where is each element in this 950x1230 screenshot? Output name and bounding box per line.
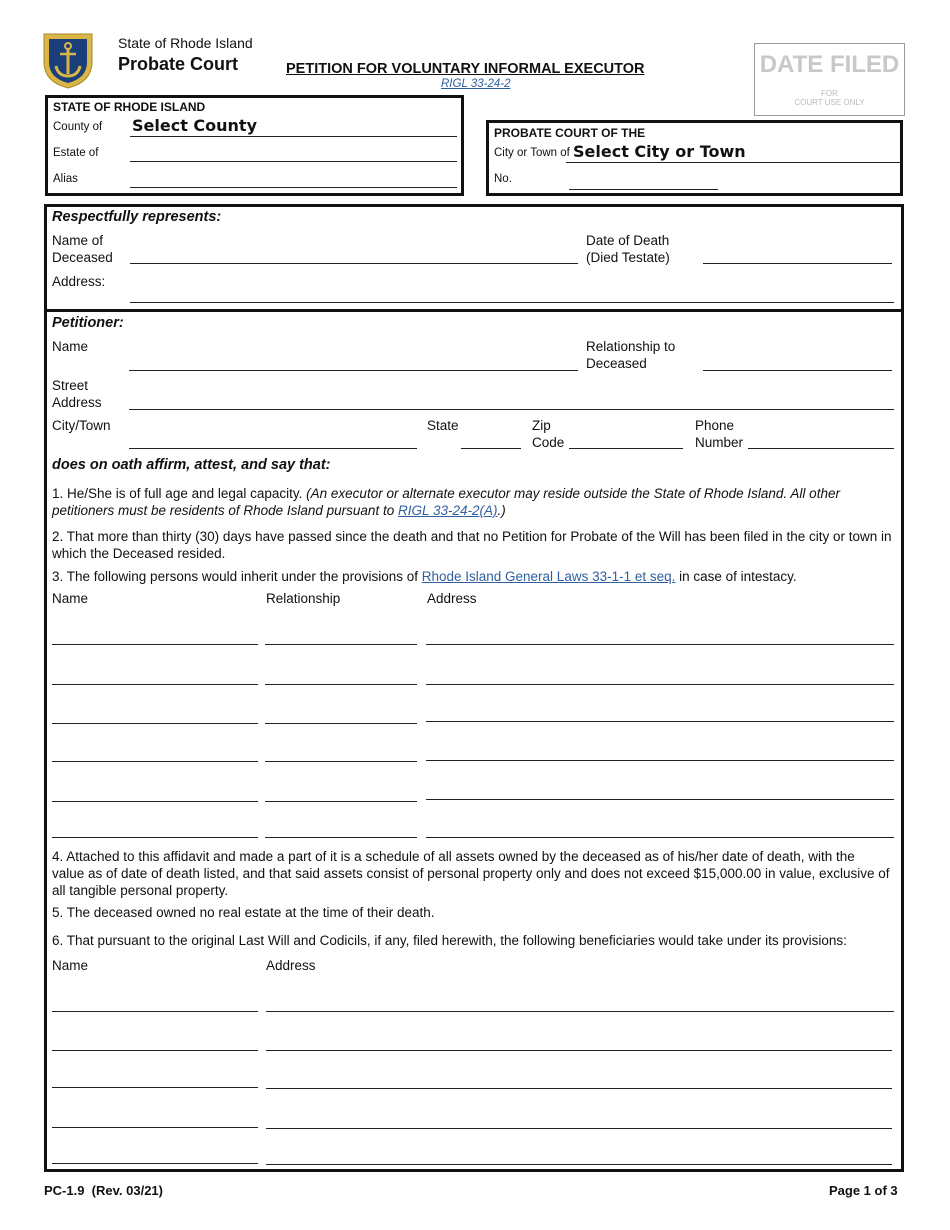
heir-name-field[interactable] bbox=[52, 684, 258, 685]
zip-field[interactable] bbox=[569, 448, 683, 449]
case-no-line bbox=[569, 189, 718, 190]
statute-link[interactable]: RIGL 33-24-2 bbox=[441, 78, 511, 90]
state-label: State bbox=[427, 418, 459, 433]
paragraph-5: 5. The deceased owned no real estate at the time of their death. bbox=[52, 905, 435, 920]
heir-relationship-field[interactable] bbox=[265, 723, 417, 724]
deceased-name-field[interactable] bbox=[130, 263, 578, 264]
beneficiary-address-field[interactable] bbox=[266, 1088, 892, 1089]
date-filed-box bbox=[754, 43, 905, 116]
estate-line bbox=[130, 161, 457, 162]
heir-address-field[interactable] bbox=[426, 760, 894, 761]
beneficiary-name-field[interactable] bbox=[52, 1127, 258, 1128]
alias-field[interactable] bbox=[132, 169, 457, 187]
heir-name-field[interactable] bbox=[52, 801, 258, 802]
heirs-col-address: Address bbox=[427, 591, 477, 606]
heir-name-field[interactable] bbox=[52, 644, 258, 645]
page-number: Page 1 of 3 bbox=[829, 1183, 898, 1198]
paragraph-3-text: 3. The following persons would inherit under the provisions of bbox=[52, 569, 422, 584]
oath-heading: does on oath affirm, attest, and say that: bbox=[52, 457, 331, 473]
paragraph-1-note: (An executor or alternate executor may reside outside the State of Rhode Island. All other petitioners must be residents of Rhode Island pursuant to bbox=[52, 486, 840, 518]
case-no-field[interactable] bbox=[571, 171, 718, 189]
city-field[interactable] bbox=[129, 448, 417, 449]
city-town-select[interactable]: Select City or Town bbox=[573, 142, 746, 161]
beneficiary-name-field[interactable] bbox=[52, 1050, 258, 1051]
zip-label-1: Zip bbox=[532, 418, 551, 433]
heir-relationship-field[interactable] bbox=[265, 644, 417, 645]
paragraph-4: 4. Attached to this affidavit and made a part of it is a schedule of all assets owned by the deceased as of his/her date of death, with the value as of date of death listed, and that said assets consist of personal property only and does not exceed $15,000.00 in value, exclusive of all tangible personal property. bbox=[52, 849, 890, 898]
heir-relationship-field[interactable] bbox=[265, 837, 417, 838]
beneficiary-address-field[interactable] bbox=[266, 1128, 892, 1129]
heir-address-field[interactable] bbox=[426, 837, 894, 838]
relationship-label-1: Relationship to bbox=[586, 339, 676, 354]
paragraph-1 bbox=[52, 485, 897, 519]
petitioner-heading: Petitioner: bbox=[52, 315, 124, 331]
heir-address-field[interactable] bbox=[426, 721, 894, 722]
street-label-1: Street bbox=[52, 378, 89, 393]
probate-court-heading: PROBATE COURT OF THE bbox=[494, 126, 646, 140]
beneficiary-name-field[interactable] bbox=[52, 1087, 258, 1088]
beneficiary-address-field[interactable] bbox=[266, 1164, 892, 1165]
beneficiary-address-field[interactable] bbox=[266, 1011, 894, 1012]
state-seal bbox=[40, 28, 96, 90]
heir-address-field[interactable] bbox=[426, 684, 894, 685]
beneficiary-name-field[interactable] bbox=[52, 1011, 258, 1012]
paragraph-6: 6. That pursuant to the original Last Will and Codicils, if any, filed herewith, the following beneficiaries would take under its provisions: bbox=[52, 933, 847, 948]
beneficiary-name-field[interactable] bbox=[52, 1163, 258, 1164]
street-address-field[interactable] bbox=[129, 409, 894, 410]
zip-label-2: Code bbox=[532, 435, 565, 450]
heir-name-field[interactable] bbox=[52, 837, 258, 838]
state-name: State of Rhode Island bbox=[118, 35, 253, 51]
county-select[interactable]: Select County bbox=[132, 116, 258, 135]
anchor-seal-icon bbox=[40, 28, 96, 90]
case-no-label: No. bbox=[494, 173, 512, 185]
represents-heading: Respectfully represents: bbox=[52, 209, 222, 225]
phone-label-1: Phone bbox=[695, 418, 735, 433]
deceased-name-label-1: Name of bbox=[52, 233, 104, 248]
state-field[interactable] bbox=[461, 448, 521, 449]
heir-name-field[interactable] bbox=[52, 723, 258, 724]
caption-heading: STATE OF RHODE ISLAND bbox=[53, 100, 206, 114]
heir-relationship-field[interactable] bbox=[265, 801, 417, 802]
beneficiary-col-name: Name bbox=[52, 958, 89, 973]
relationship-label-2: Deceased bbox=[586, 356, 647, 371]
petitioner-name-label: Name bbox=[52, 339, 89, 354]
heir-address-field[interactable] bbox=[426, 799, 894, 800]
county-label: County of bbox=[53, 121, 103, 133]
date-of-death-label-2: (Died Testate) bbox=[586, 250, 670, 265]
street-label-2: Address bbox=[52, 395, 102, 410]
petitioner-name-field[interactable] bbox=[129, 370, 578, 371]
heir-address-field[interactable] bbox=[426, 644, 894, 645]
court-name: Probate Court bbox=[118, 54, 239, 74]
phone-label-2: Number bbox=[695, 435, 744, 450]
deceased-address-field[interactable] bbox=[130, 302, 894, 303]
paragraph-3-end: in case of intestacy. bbox=[675, 569, 797, 584]
paragraph-3 bbox=[52, 568, 897, 585]
estate-field[interactable] bbox=[132, 143, 457, 161]
heir-relationship-field[interactable] bbox=[265, 684, 417, 685]
heirs-col-name: Name bbox=[52, 591, 89, 606]
heir-relationship-field[interactable] bbox=[265, 761, 417, 762]
rigl-33-24-2a-link[interactable]: RIGL 33-24-2(A) bbox=[397, 503, 498, 518]
form-id: PC-1.9 (Rev. 03/21) bbox=[44, 1183, 163, 1198]
city-town-label: City or Town of bbox=[494, 147, 570, 159]
main-form-box bbox=[44, 204, 904, 1172]
rigl-33-1-1-link[interactable]: Rhode Island General Laws 33-1-1 et seq. bbox=[421, 569, 676, 584]
phone-field[interactable] bbox=[748, 448, 894, 449]
court-use-line-2: COURT USE ONLY bbox=[794, 98, 865, 107]
heir-name-field[interactable] bbox=[52, 761, 258, 762]
deceased-name-label-2: Deceased bbox=[52, 250, 113, 265]
beneficiary-address-field[interactable] bbox=[266, 1050, 892, 1051]
heirs-col-relationship: Relationship bbox=[266, 591, 341, 606]
paragraph-1-close: .) bbox=[497, 503, 506, 518]
date-of-death-field[interactable] bbox=[703, 263, 892, 264]
city-town-line bbox=[566, 162, 900, 163]
date-of-death-label-1: Date of Death bbox=[586, 233, 670, 248]
alias-line bbox=[130, 187, 457, 188]
paragraph-1-text: 1. He/She is of full age and legal capacity. bbox=[52, 486, 307, 501]
court-use-line-1: FOR bbox=[821, 89, 838, 98]
page-title: PETITION FOR VOLUNTARY INFORMAL EXECUTOR bbox=[286, 61, 645, 77]
deceased-address-label: Address: bbox=[52, 274, 106, 289]
county-line bbox=[130, 136, 457, 137]
relationship-field[interactable] bbox=[703, 370, 892, 371]
beneficiary-col-address: Address bbox=[266, 958, 316, 973]
date-filed-label: DATE FILED bbox=[759, 51, 900, 78]
alias-label: Alias bbox=[53, 173, 78, 185]
city-label: City/Town bbox=[52, 418, 111, 433]
estate-label: Estate of bbox=[53, 147, 99, 159]
paragraph-2: 2. That more than thirty (30) days have passed since the death and that no Petition for Probate of the Will has been filed in the city or town in which the Deceased resided. bbox=[52, 529, 892, 561]
section-divider bbox=[44, 309, 904, 312]
